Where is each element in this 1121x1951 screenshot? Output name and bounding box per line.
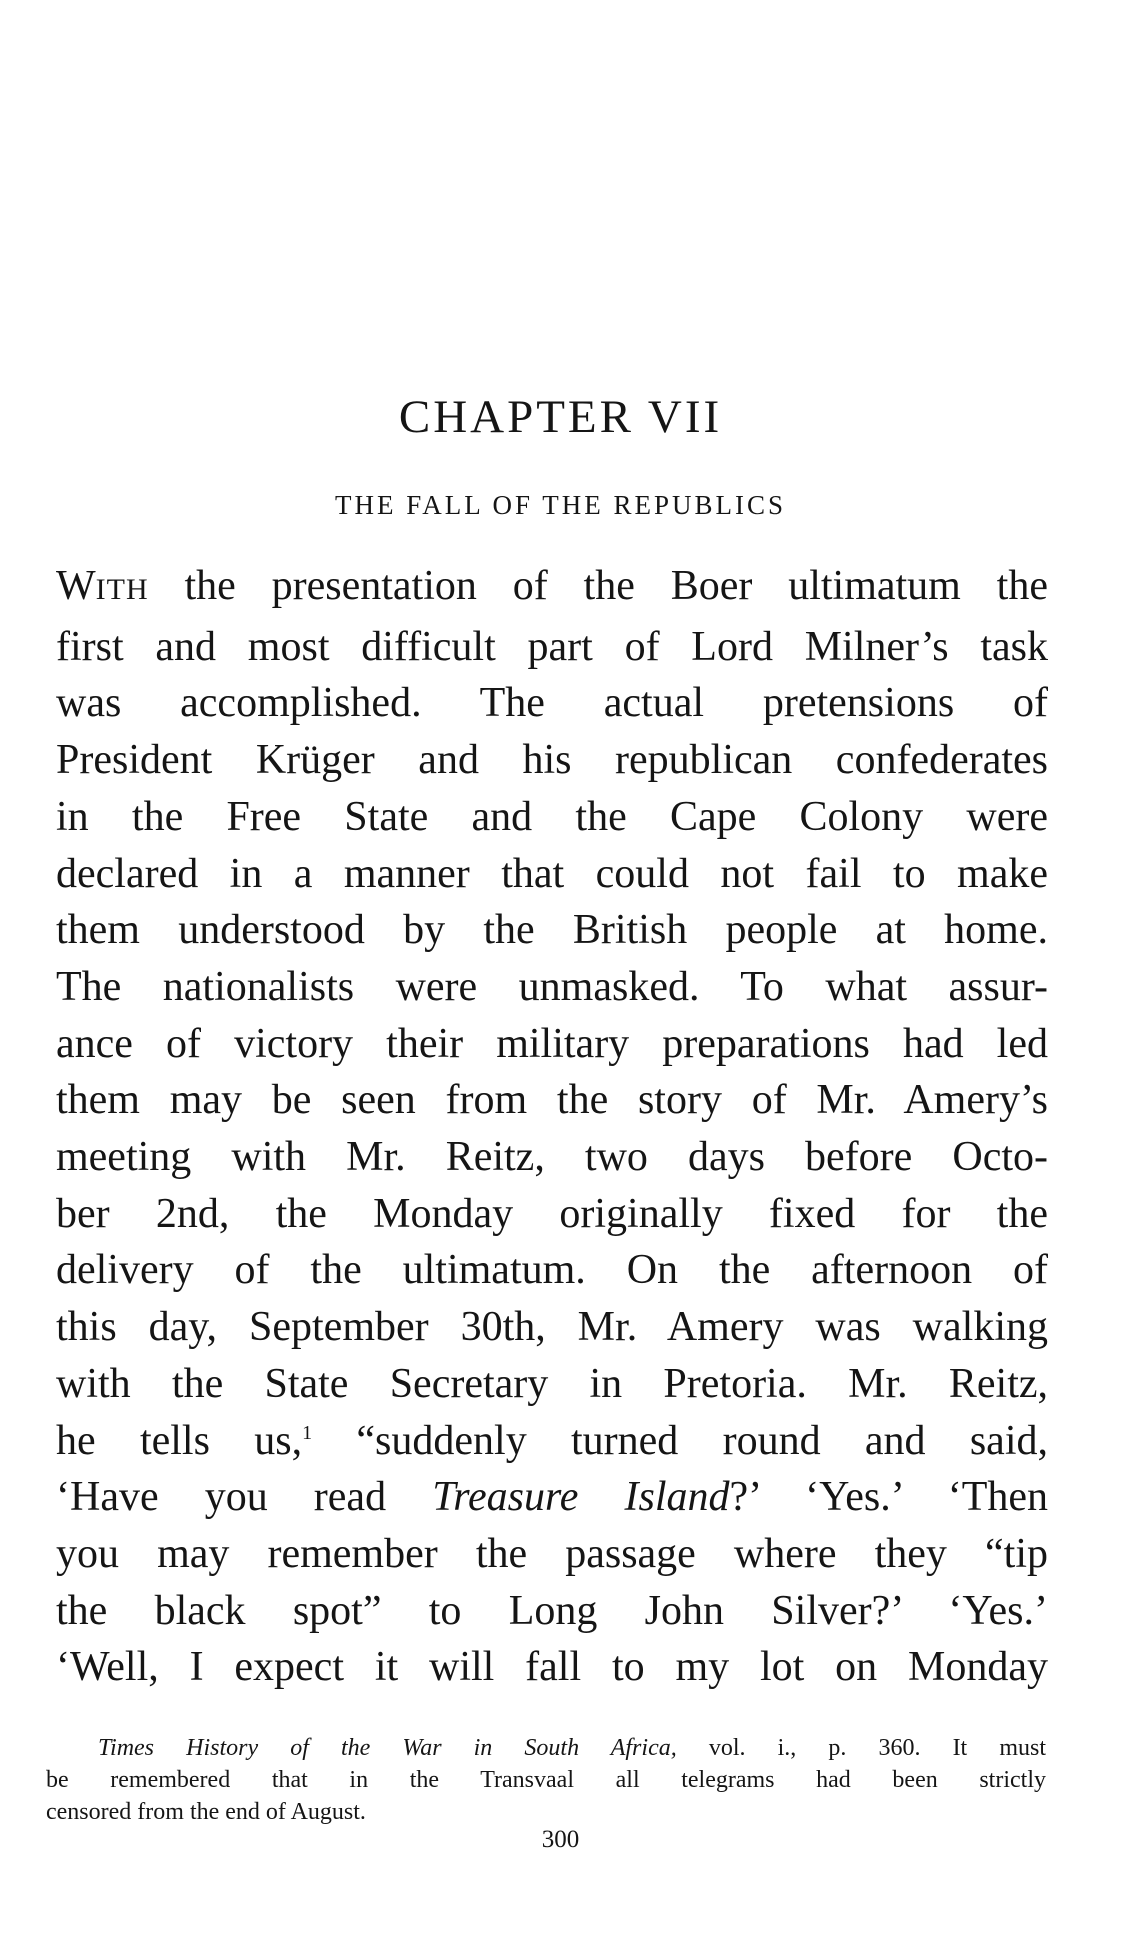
- text-line: first and most difficult part of Lord Milner’s task: [56, 623, 1048, 670]
- text-line: them may be seen from the story of Mr. Amery’s: [56, 1077, 1048, 1124]
- footnote-line: censored from the end of August.: [46, 1799, 366, 1825]
- text-line: the black spot” to Long John Silver?’ ‘Yes.’: [56, 1587, 1048, 1634]
- small-caps-initial: W: [56, 563, 96, 609]
- line-text: he tells us,: [56, 1417, 303, 1464]
- text-line: [56, 558, 1048, 619]
- text-line: them understood by the British people at home.: [56, 907, 1048, 954]
- chapter-subtitle: THE FALL OF THE REPUBLICS: [334, 490, 787, 520]
- text-line: [56, 1469, 1048, 1526]
- line-text: ‘Have you read: [56, 1474, 433, 1521]
- footnote-reference: 1: [302, 1421, 313, 1444]
- line-text: “suddenly turned round and said,: [312, 1417, 1048, 1464]
- text-line: The nationalists were unmasked. To what assur-: [56, 963, 1048, 1010]
- text-line: delivery of the ultimatum. On the afternoon of: [56, 1247, 1048, 1294]
- text-line: with the State Secretary in Pretoria. Mr. Reitz,: [56, 1360, 1048, 1407]
- small-caps-rest: ITH: [95, 573, 149, 606]
- text-line: ance of victory their military preparations had led: [56, 1020, 1048, 1067]
- footnote-line: [46, 1732, 1046, 1764]
- text-line: ‘Well, I expect it will fall to my lot on Monday: [56, 1644, 1048, 1691]
- line-text: the presentation of the Boer ultimatum the: [148, 563, 1048, 609]
- chapter-body-text: [56, 558, 1048, 1696]
- text-line: you may remember the passage where they “tip: [56, 1530, 1048, 1577]
- text-line: [56, 1413, 1048, 1470]
- text-line: in the Free State and the Cape Colony were: [56, 793, 1048, 840]
- footnote-source-italic: Times History of the War in South Africa,: [98, 1735, 677, 1761]
- footnote-line: be remembered that in the Transvaal all telegrams had been strictly: [46, 1767, 1046, 1793]
- line-text: ?’ ‘Yes.’ ‘Then: [729, 1474, 1048, 1521]
- book-title-italic: Treasure Island: [432, 1474, 730, 1521]
- chapter-heading: CHAPTER VII: [398, 391, 723, 443]
- text-line: declared in a manner that could not fail to make: [56, 850, 1048, 897]
- text-line: meeting with Mr. Reitz, two days before Octo-: [56, 1134, 1048, 1181]
- text-line: President Krüger and his republican confederates: [56, 737, 1048, 784]
- text-line: was accomplished. The actual pretensions of: [56, 680, 1048, 727]
- text-line: ber 2nd, the Monday originally fixed for the: [56, 1190, 1048, 1237]
- page-number: 300: [541, 1826, 580, 1853]
- footnote-text: vol. i., p. 360. It must: [676, 1735, 1047, 1761]
- footnote: [46, 1732, 1046, 1828]
- text-line: this day, September 30th, Mr. Amery was walking: [56, 1304, 1048, 1351]
